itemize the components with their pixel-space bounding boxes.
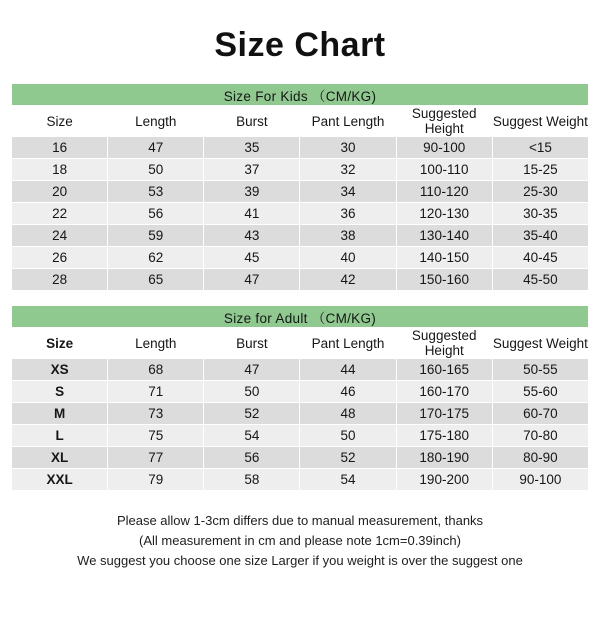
cell-pant-length: 54 <box>300 469 396 491</box>
table-row <box>12 137 589 159</box>
cell-height: 170-175 <box>396 403 492 425</box>
cell-weight: 45-50 <box>492 269 588 291</box>
kids-band-row <box>12 84 589 106</box>
kids-size-table <box>11 83 589 291</box>
cell-length: 56 <box>108 203 204 225</box>
kids-header-suggest-weight: Suggest Weight <box>492 106 588 137</box>
cell-height: 150-160 <box>396 269 492 291</box>
cell-pant-length: 52 <box>300 447 396 469</box>
cell-weight: 80-90 <box>492 447 588 469</box>
note-line-2: (All measurement in cm and please note 1cm=0.39inch) <box>139 533 461 548</box>
adult-size-table <box>11 305 589 491</box>
cell-pant-length: 44 <box>300 359 396 381</box>
cell-weight: 25-30 <box>492 181 588 203</box>
adult-header-suggest-weight: Suggest Weight <box>492 328 588 359</box>
cell-pant-length: 34 <box>300 181 396 203</box>
size-chart-page <box>0 26 600 626</box>
kids-header-row <box>12 106 589 137</box>
cell-size: XL <box>12 447 108 469</box>
cell-pant-length: 36 <box>300 203 396 225</box>
adult-header-row <box>12 328 589 359</box>
cell-size: M <box>12 403 108 425</box>
cell-weight: 40-45 <box>492 247 588 269</box>
cell-weight: 60-70 <box>492 403 588 425</box>
cell-weight: 15-25 <box>492 159 588 181</box>
cell-burst: 56 <box>204 447 300 469</box>
cell-length: 68 <box>108 359 204 381</box>
table-row <box>12 181 589 203</box>
cell-pant-length: 50 <box>300 425 396 447</box>
adult-band-label: Size for Adult （CM/KG) <box>12 306 589 328</box>
cell-pant-length: 40 <box>300 247 396 269</box>
cell-size: 28 <box>12 269 108 291</box>
cell-weight: 30-35 <box>492 203 588 225</box>
cell-length: 47 <box>108 137 204 159</box>
cell-burst: 47 <box>204 269 300 291</box>
cell-weight: 35-40 <box>492 225 588 247</box>
cell-height: 190-200 <box>396 469 492 491</box>
adult-header-length: Length <box>108 328 204 359</box>
cell-weight: 50-55 <box>492 359 588 381</box>
kids-header-pant-length: Pant Length <box>300 106 396 137</box>
cell-burst: 47 <box>204 359 300 381</box>
cell-length: 59 <box>108 225 204 247</box>
cell-pant-length: 46 <box>300 381 396 403</box>
table-row <box>12 159 589 181</box>
cell-size: 22 <box>12 203 108 225</box>
cell-length: 65 <box>108 269 204 291</box>
cell-size: XS <box>12 359 108 381</box>
table-row <box>12 425 589 447</box>
cell-size: XXL <box>12 469 108 491</box>
cell-pant-length: 30 <box>300 137 396 159</box>
measurement-notes <box>20 511 580 571</box>
table-row <box>12 469 589 491</box>
cell-weight: 55-60 <box>492 381 588 403</box>
cell-burst: 52 <box>204 403 300 425</box>
cell-length: 79 <box>108 469 204 491</box>
cell-size: 16 <box>12 137 108 159</box>
cell-pant-length: 32 <box>300 159 396 181</box>
adult-header-burst: Burst <box>204 328 300 359</box>
cell-burst: 43 <box>204 225 300 247</box>
cell-size: L <box>12 425 108 447</box>
cell-size: 26 <box>12 247 108 269</box>
cell-weight: 90-100 <box>492 469 588 491</box>
note-line-1: Please allow 1-3cm differs due to manual measurement, thanks <box>116 513 484 528</box>
cell-height: 140-150 <box>396 247 492 269</box>
table-row <box>12 359 589 381</box>
cell-length: 53 <box>108 181 204 203</box>
cell-pant-length: 48 <box>300 403 396 425</box>
table-row <box>12 269 589 291</box>
cell-size: 24 <box>12 225 108 247</box>
table-row <box>12 247 589 269</box>
cell-burst: 54 <box>204 425 300 447</box>
cell-height: 160-165 <box>396 359 492 381</box>
cell-burst: 37 <box>204 159 300 181</box>
kids-header-suggested-height: Suggested Height <box>396 106 492 137</box>
cell-burst: 39 <box>204 181 300 203</box>
cell-pant-length: 42 <box>300 269 396 291</box>
adult-header-pant-length: Pant Length <box>300 328 396 359</box>
cell-length: 50 <box>108 159 204 181</box>
table-row <box>12 447 589 469</box>
cell-height: 110-120 <box>396 181 492 203</box>
cell-weight: <15 <box>492 137 588 159</box>
cell-burst: 58 <box>204 469 300 491</box>
table-row <box>12 381 589 403</box>
cell-length: 75 <box>108 425 204 447</box>
cell-height: 100-110 <box>396 159 492 181</box>
adult-header-suggested-height: Suggested Height <box>396 328 492 359</box>
cell-burst: 45 <box>204 247 300 269</box>
cell-burst: 35 <box>204 137 300 159</box>
cell-height: 160-170 <box>396 381 492 403</box>
kids-band-label: Size For Kids （CM/KG) <box>12 84 589 106</box>
table-row <box>12 203 589 225</box>
table-gap <box>10 291 590 305</box>
cell-height: 130-140 <box>396 225 492 247</box>
cell-burst: 50 <box>204 381 300 403</box>
kids-header-size: Size <box>12 106 108 137</box>
page-title: Size Chart <box>214 26 386 64</box>
adult-band-row <box>12 306 589 328</box>
cell-size: S <box>12 381 108 403</box>
cell-size: 20 <box>12 181 108 203</box>
table-row <box>12 225 589 247</box>
cell-length: 62 <box>108 247 204 269</box>
cell-burst: 41 <box>204 203 300 225</box>
cell-height: 180-190 <box>396 447 492 469</box>
cell-length: 73 <box>108 403 204 425</box>
kids-header-length: Length <box>108 106 204 137</box>
cell-weight: 70-80 <box>492 425 588 447</box>
cell-length: 71 <box>108 381 204 403</box>
note-line-3: We suggest you choose one size Larger if you weight is over the suggest one <box>77 553 523 568</box>
kids-header-burst: Burst <box>204 106 300 137</box>
cell-height: 175-180 <box>396 425 492 447</box>
cell-height: 90-100 <box>396 137 492 159</box>
cell-height: 120-130 <box>396 203 492 225</box>
table-row <box>12 403 589 425</box>
cell-size: 18 <box>12 159 108 181</box>
cell-length: 77 <box>108 447 204 469</box>
cell-pant-length: 38 <box>300 225 396 247</box>
adult-header-size: Size <box>12 328 108 359</box>
